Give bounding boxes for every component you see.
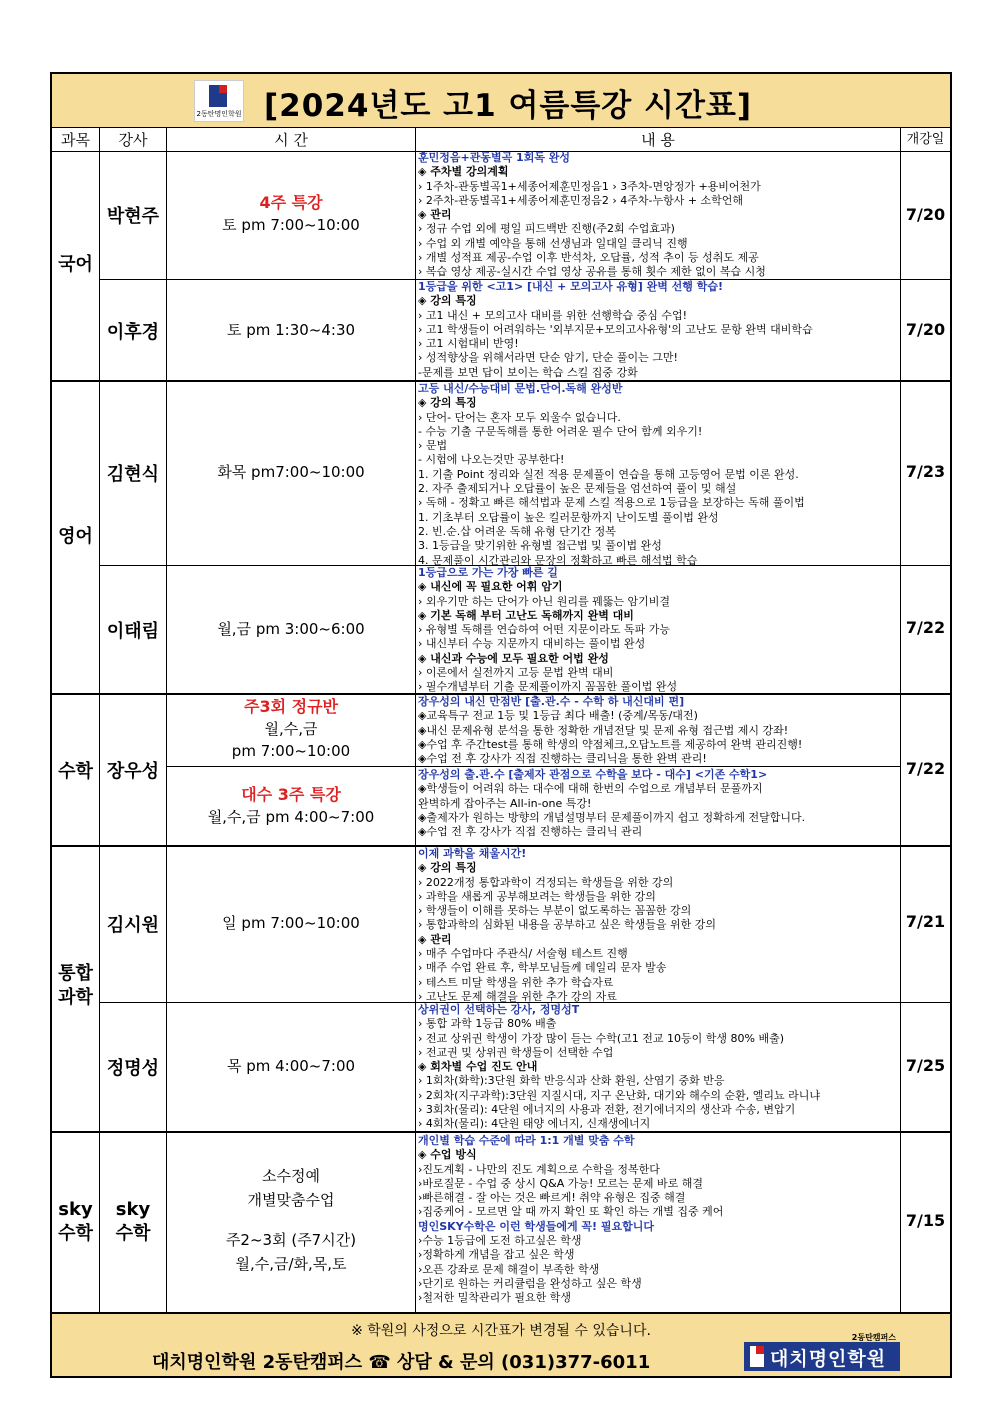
col-header-subject: 과목 [52, 128, 99, 152]
course-description: 이제 과학을 채울시간! ◈ 강의 특징 › 2022개정 통합과학이 걱정되는 학생들을 위한 강의 › 과학을 새롭게 공부해보려는 학생들을 위한 강의 › 학생들이 이해를 못하는 부분이 없도록하는 꼼꼼한 강의 › 통합과학의 심화된 내용을 공부하고 싶은 학생들을 위한 강의 ◈ 관리 › 매주 수업마다 주관식/ 서술형 테스트 진행 › 매주 수업 완료 후, 학부모님들께 데일리 문자 발송 › 테스트 미달 학생을 위한 추가 학습자료 › 고난도 문제 해결을 위한 추가 강의 자료 [418, 847, 717, 1002]
class-time-regular: 주3회 정규반 월,수,금 pm 7:00~10:00 [231, 697, 351, 760]
logo-campus: 2동탄캠퍼스 [851, 1333, 896, 1342]
class-time: 목 pm 4:00~7:00 [226, 1057, 356, 1075]
start-date: 7/20 [905, 320, 946, 339]
course-description: 고등 내신/수능대비 문법.단어.독해 완성반 ◈ 강의 특징 › 단어- 단어는 혼자 모두 외울수 없습니다. - 수능 기출 구문독해를 통한 어려운 필수 단어 함께 외우기! › 문법 - 시험에 나오는것만 공부한다! 1. 기출 Point 정리와 실전 적용 문제풀이 연습을 통해 고등영어 문법 이론 완성. 2. 자주 출제되거나 오답률이 높은 문제들을 엄선하여 풀이 및 해설 › 독해 - 정확고 빠른 해석법과 문제 스킬 적용으로 1등급을 보장하는 독해 풀이법 1. 기초부터 오답률이 높은 킬러문항까지 난이도별 풀이법 완성 2. 빈.순.삽 어려운 독해 유형 단기간 정복 3. 1등급을 맞기위한 유형별 접근법 및 풀이법 완성 4. 문제풀이 시간관리와 문장의 정확하고 빠른 해석법 학습 [418, 382, 805, 565]
class-time: 월,금 pm 3:00~6:00 [217, 620, 365, 638]
teacher-name: 이후경 [106, 322, 160, 343]
class-time: 4주 특강 토 pm 7:00~10:00 [222, 193, 360, 234]
subject-math: 수학 [58, 761, 93, 782]
teacher-name: 이태림 [106, 621, 160, 642]
academy-logo-large [742, 1332, 902, 1372]
course-description: 장우성의 내신 만점반 [출.관.수 - 수학 하 내신대비 편] ◈교육특구 전교 1등 및 1등급 최다 배출! (중계/목동/대전) ◈내신 문제유형 분석을 통한 정확한 개념전달 및 문제 유형 접근법 제시 강좌! ◈수업 후 주간test를 통해 학생의 약점체크,오답노트를 제공하여 완벽 관리진행! ◈수업 전 후 강사가 직접 진행하는 클리닉을 통한 완벽 관리! [418, 695, 803, 766]
course-description: 상위권이 선택하는 강사, 정명성T › 통합 과학 1등급 80% 배출 › 전교 상위권 학생이 가장 많이 듣는 수학(고1 전교 10등이 학생 80% 배출) › 전교권 및 상위권 학생들이 선택한 수업 ◈ 회차별 수업 진도 안내 › 1회차(화학):3단원 화학 반응식과 산화 환원, 산염기 중화 반응 › 2회차(지구과학):3단원 지질시대, 지구 온난화, 대기와 해수의 순환, 엘리뇨 라니냐 › 3회차(물리): 4단원 에너지의 사용과 전환, 전기에너지의 생산과 수송, 변압기 › 4회차(물리): 4단원 태양 에너지, 신재생에너지 [418, 1003, 821, 1131]
teacher-name: 장우성 [106, 761, 160, 782]
teacher-name: sky 수학 [115, 1199, 151, 1244]
start-date: 7/23 [905, 462, 946, 481]
academy-logo [194, 80, 244, 122]
course-description: 1등급을 위한 <고1> [내신 + 모의고사 유형] 완벽 선행 학습! ◈ 강의 특징 › 고1 내신 + 모의고사 대비를 위한 선행학습 중심 수업! › 고1 학생들이 어려워하는 '외부지문+모의고사유형'의 고난도 문항 완벽 대비학습 › 고1 시험대비 반영! › 성적향상을 위해서라면 단순 암기, 단순 풀이는 그만! -문제를 보면 답이 보이는 학습 스킬 집중 강화 [418, 280, 813, 379]
subject-english: 영어 [58, 526, 93, 547]
page-title: [2024년도 고1 여름특강 시간표] [264, 88, 753, 124]
class-time: 일 pm 7:00~10:00 [222, 914, 360, 932]
course-description: 개인별 학습 수준에 따라 1:1 개별 맞춤 수학 ◈ 수업 방식 ›진도계획 - 나만의 진도 계획으로 수학을 정복한다 ›바로질문 - 수업 중 상시 Q&A 가능! 모르는 문제 바로 해결 ›빠른해결 - 잘 아는 것은 빠르게! 취약 유형은 집중 해결 ›집중케어 - 모르면 알 때 까지 확인 또 확인 하는 개별 집중 케어 명인SKY수학은 이런 학생들에게 꼭! 필요합니다 ›수능 1등급에 도전 하고싶은 학생 ›정확하게 개념을 잡고 싶은 학생 ›오픈 강좌로 문제 해결이 부족한 학생 ›단기로 원하는 커리큘럼을 완성하고 싶은 학생 ›철저한 밀착관리가 필요한 학생 [418, 1134, 724, 1305]
logo-name: 대치명인학원 [770, 1348, 887, 1370]
teacher-name: 정명성 [106, 1058, 160, 1079]
teacher-name: 박현주 [106, 206, 160, 227]
start-date: 7/15 [905, 1211, 946, 1230]
col-header-content: 내 용 [416, 128, 900, 152]
class-time-special: 대수 3주 특강 월,수,금 pm 4:00~7:00 [207, 785, 375, 826]
start-date: 7/22 [905, 618, 946, 637]
logo-text: 2동탄명인학원 [196, 110, 242, 118]
col-header-time: 시 간 [167, 128, 415, 152]
teacher-name: 김시원 [106, 915, 160, 936]
contact-info: 대치명인학원 2동탄캠퍼스 ☎ 상담 & 문의 (031)377-6011 [152, 1352, 651, 1373]
teacher-name: 김현식 [106, 464, 160, 485]
start-date: 7/20 [905, 205, 946, 224]
start-date: 7/21 [905, 912, 946, 931]
start-date: 7/22 [905, 759, 946, 778]
class-time: 소수정예 개별맞춤수업 주2~3회 (주7시간) 월,수,금/화,목,토 [225, 1167, 357, 1273]
subject-integrated-science: 통합 과학 [58, 963, 93, 1008]
class-time: 화목 pm7:00~10:00 [217, 463, 365, 481]
col-header-teacher: 강사 [100, 128, 166, 152]
timetable-sheet [50, 72, 952, 1378]
subject-sky-math: sky 수학 [58, 1199, 93, 1244]
start-date: 7/25 [905, 1056, 946, 1075]
class-time: 토 pm 1:30~4:30 [226, 321, 356, 339]
course-description: 장우성의 출.관.수 [출제자 관점으로 수학을 보다 - 대수] <기존 수학1> ◈학생들이 어려워 하는 대수에 대해 한번의 수업으로 개념부터 문풀까지 완벽하게 잡아주는 All-in-one 특강! ◈출제자가 원하는 방향의 개념설명부터 문제풀이까지 쉽고 정확하게 전달합니다. ◈수업 전 후 강사가 직접 진행하는 클리닉 관리 [418, 768, 806, 839]
subject-korean: 국어 [58, 254, 93, 275]
course-description: 1등급으로 가는 가장 빠른 길 ◈ 내신에 꼭 필요한 어휘 암기 › 외우기만 하는 단어가 아닌 원리를 꿰뚫는 암기비결 ◈ 기본 독해 부터 고난도 독해까지 완벽 대비 › 유형별 독해를 연습하여 어떤 지문이라도 독파 가능 › 내신부터 수능 지문까지 대비하는 풀이법 완성 ◈ 내신과 수능에 모두 필요한 어법 완성 › 이론에서 실전까지 고등 문법 완벽 대비 › 필수개념부터 기출 문제풀이까지 꼼꼼한 풀이법 완성 [418, 566, 678, 693]
schedule-change-note: ※ 학원의 사정으로 시간표가 변경될 수 있습니다. [351, 1323, 651, 1339]
course-description: 훈민정음+관동별곡 1회독 완성 ◈ 주차별 강의계획 › 1주차-관동별곡1+세종어제훈민정음1 › 3주차-면앙정가 +용비어천가 › 2주차-관동별곡1+세종어제훈민정음2 › 4주차-누항사 + 소학언해 ◈ 관리 › 정규 수업 외에 평일 피드백반 진행(주2회 수업효과) › 수업 외 개별 예약을 통해 선생님과 일대일 클리닉 진행 › 개별 성적표 제공-수업 이후 반석차, 오답률, 성적 추이 등 성취도 제공 › 복습 영상 제공-실시간 수업 영상 공유를 통해 횟수 제한 없이 복습 시청 [418, 151, 766, 279]
col-header-date: 개강일 [901, 128, 950, 152]
